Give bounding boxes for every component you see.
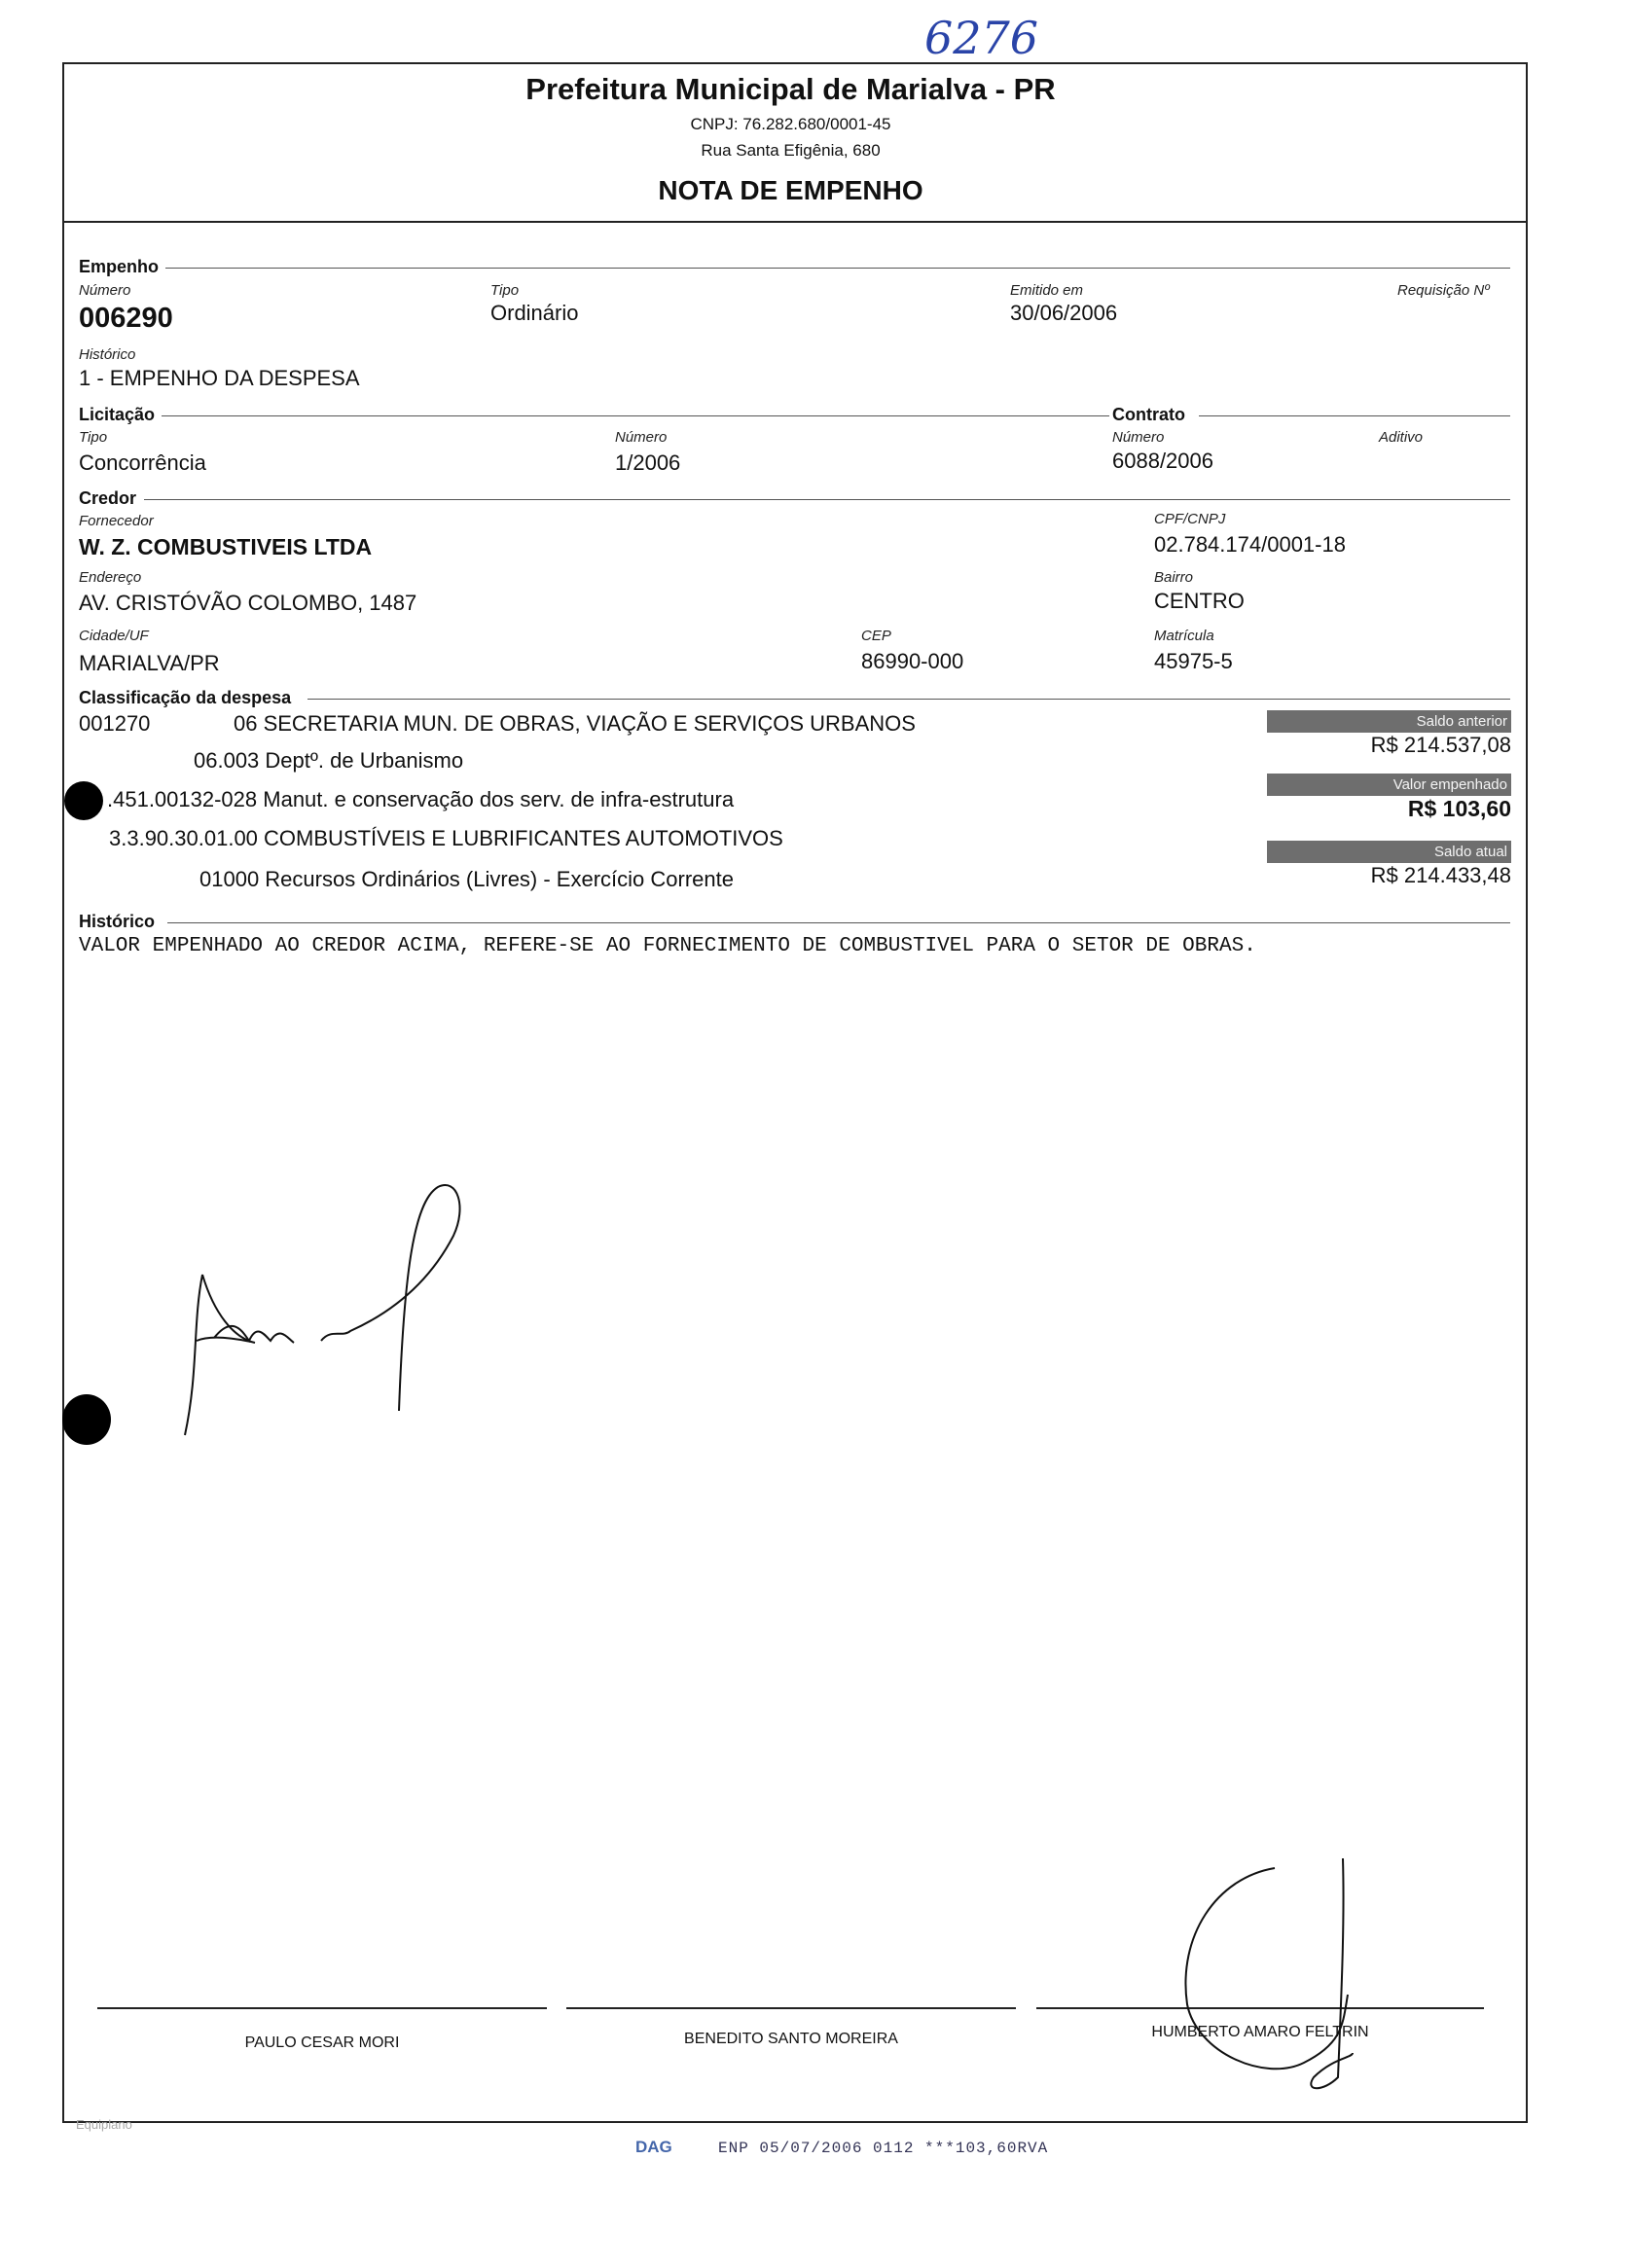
endereco-value: AV. CRISTÓVÃO COLOMBO, 1487 <box>79 591 417 615</box>
classificacao-code: 001270 <box>79 711 151 736</box>
handwritten-number: 6276 <box>924 12 1039 64</box>
signature-line <box>97 2007 547 2009</box>
section-rule <box>307 699 1510 700</box>
cep-value: 86990-000 <box>861 649 964 673</box>
cpf-value: 02.784.174/0001-18 <box>1154 532 1346 557</box>
classificacao-line3: .451.00132-028 Manut. e conservação dos serv. de infra-estrutura <box>107 787 735 811</box>
document-title: NOTA DE EMPENHO <box>658 175 923 205</box>
classificacao-line1: 06 SECRETARIA MUN. DE OBRAS, VIAÇÃO E SERVIÇOS URBANOS <box>234 711 916 736</box>
endereco-label: Endereço <box>79 569 142 586</box>
classificacao-line4: 3.3.90.30.01.00 COMBUSTÍVEIS E LUBRIFICANTES AUTOMOTIVOS <box>109 826 783 850</box>
fornecedor-label: Fornecedor <box>79 513 154 529</box>
matricula-label: Matrícula <box>1154 628 1214 644</box>
licitacao-numero-label: Número <box>615 429 668 446</box>
classificacao-line2: 06.003 Deptº. de Urbanismo <box>194 748 464 773</box>
bairro-label: Bairro <box>1154 569 1194 586</box>
section-credor: Credor <box>79 488 137 508</box>
section-rule <box>144 499 1510 500</box>
saldo-atual-value: R$ 214.433,48 <box>1370 863 1511 887</box>
section-contrato: Contrato <box>1112 405 1185 424</box>
header-divider <box>62 221 1528 223</box>
footer-brand: Equiplano <box>76 2117 132 2132</box>
classificacao-line5: 01000 Recursos Ordinários (Livres) - Exercício Corrente <box>199 867 734 891</box>
cep-label: CEP <box>861 628 891 644</box>
signature-scribble-left <box>175 1168 487 1450</box>
licitacao-tipo-label: Tipo <box>79 429 108 446</box>
section-licitacao: Licitação <box>79 405 156 424</box>
section-rule <box>162 415 1109 416</box>
protocol-stamp: ENP 05/07/2006 0112 ***103,60RVA <box>718 2140 1049 2157</box>
licitacao-tipo: Concorrência <box>79 450 206 475</box>
punch-hole <box>64 781 103 820</box>
section-classificacao: Classificação da despesa <box>79 688 292 707</box>
municipality-title: Prefeitura Municipal de Marialva - PR <box>525 72 1056 106</box>
historico-text: VALOR EMPENHADO AO CREDOR ACIMA, REFERE-SE AO FORNECIMENTO DE COMBUSTIVEL PARA O SETOR DE OBRAS. <box>79 935 1256 957</box>
cnpj-line: CNPJ: 76.282.680/0001-45 <box>690 115 891 133</box>
contrato-numero-label: Número <box>1112 429 1165 446</box>
empenho-historico-label: Histórico <box>79 346 136 363</box>
section-rule <box>165 268 1510 269</box>
section-rule <box>167 922 1510 923</box>
saldo-anterior-value: R$ 214.537,08 <box>1370 733 1511 757</box>
signatory-2: BENEDITO SANTO MOREIRA <box>684 2031 898 2047</box>
contrato-aditivo-label: Aditivo <box>1379 429 1424 446</box>
empenho-tipo-label: Tipo <box>490 282 520 299</box>
emitido-label: Emitido em <box>1010 282 1084 299</box>
contrato-numero: 6088/2006 <box>1112 449 1213 473</box>
cpf-label: CPF/CNPJ <box>1154 511 1226 527</box>
section-rule <box>1199 415 1510 416</box>
bairro-value: CENTRO <box>1154 589 1245 613</box>
empenho-numero-label: Número <box>79 282 131 299</box>
cidade-label: Cidade/UF <box>79 628 149 644</box>
signatory-3: HUMBERTO AMARO FELTRIN <box>1151 2024 1369 2040</box>
address-line: Rua Santa Efigênia, 680 <box>701 141 881 160</box>
valor-empenhado-value: R$ 103,60 <box>1407 796 1511 821</box>
licitacao-numero: 1/2006 <box>615 450 681 475</box>
matricula-value: 45975-5 <box>1154 649 1233 673</box>
saldo-anterior-label: Saldo anterior <box>1267 710 1511 733</box>
cidade-value: MARIALVA/PR <box>79 651 220 675</box>
section-historico: Histórico <box>79 912 156 931</box>
signature-scribble-right <box>1158 1849 1382 2111</box>
signature-line <box>566 2007 1016 2009</box>
emitido-date: 30/06/2006 <box>1010 301 1118 325</box>
valor-empenhado-label: Valor empenhado <box>1267 774 1511 796</box>
saldo-atual-label: Saldo atual <box>1267 841 1511 863</box>
fornecedor-name: W. Z. COMBUSTIVEIS LTDA <box>79 534 373 559</box>
section-empenho: Empenho <box>79 257 160 276</box>
signatory-1: PAULO CESAR MORI <box>244 2034 400 2051</box>
requisicao-label: Requisição Nº <box>1397 282 1490 299</box>
punch-hole <box>62 1394 111 1445</box>
stamp-logo: DAG <box>635 2138 672 2156</box>
empenho-tipo: Ordinário <box>490 301 579 325</box>
empenho-numero: 006290 <box>79 303 173 334</box>
empenho-historico: 1 - EMPENHO DA DESPESA <box>79 366 360 390</box>
